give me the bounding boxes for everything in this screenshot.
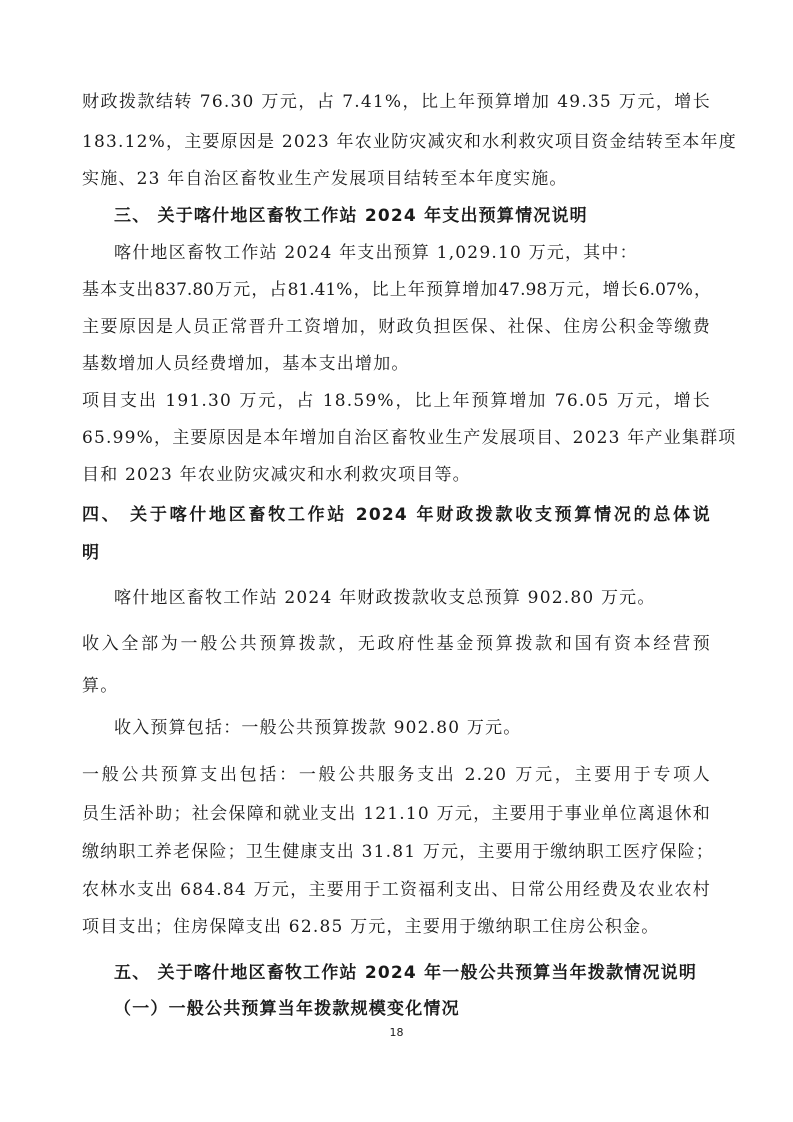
paragraph-line: 收入全部为一般公共预算拨款，无政府性基金预算拨款和国有资本经营预 bbox=[82, 634, 711, 654]
paragraph-line: 喀什地区畜牧工作站 2024 年支出预算 1,029.10 万元，其中： bbox=[114, 243, 638, 263]
paragraph-line: 项目支出；住房保障支出 62.85 万元，主要用于缴纳职工住房公积金。 bbox=[82, 917, 660, 937]
paragraph-line: 实施、23 年自治区畜牧业生产发展项目结转至本年度实施。 bbox=[82, 169, 568, 189]
paragraph-line: 183.12%，主要原因是 2023 年农业防灾减灾和水利救灾项目资金结转至本年度 bbox=[82, 132, 737, 152]
section-heading-3: 三、 关于喀什地区畜牧工作站 2024 年支出预算情况说明 bbox=[114, 206, 588, 226]
paragraph-line: 一般公共预算支出包括：一般公共服务支出 2.20 万元，主要用于专项人 bbox=[82, 765, 711, 785]
paragraph-line: 目和 2023 年农业防灾减灾和水利救灾项目等。 bbox=[82, 465, 471, 485]
paragraph-line: 算。 bbox=[82, 676, 119, 696]
section-heading-4: 四、 关于喀什地区畜牧工作站 2024 年财政拨款收支预算情况的总体说 bbox=[82, 505, 711, 525]
paragraph-line: 主要原因是人员正常晋升工资增加，财政负担医保、社保、住房公积金等缴费 bbox=[82, 317, 711, 337]
paragraph-line: 缴纳职工养老保险；卫生健康支出 31.81 万元，主要用于缴纳职工医疗保险； bbox=[82, 842, 715, 862]
page-number: 18 bbox=[389, 1026, 404, 1039]
paragraph-line: 农林水支出 684.84 万元，主要用于工资福利支出、日常公用经费及农业农村 bbox=[82, 880, 711, 900]
paragraph-line: 65.99%，主要原因是本年增加自治区畜牧业生产发展项目、2023 年产业集群项 bbox=[82, 428, 737, 448]
paragraph-line: 项目支出 191.30 万元，占 18.59%，比上年预算增加 76.05 万元，增长 bbox=[82, 391, 711, 411]
paragraph-line: 基本支出837.80万元，占81.41%，比上年预算增加47.98万元，增长6.07%， bbox=[82, 280, 711, 300]
paragraph-line: 收入预算包括：一般公共预算拨款 902.80 万元。 bbox=[114, 718, 522, 738]
paragraph-line: 员生活补助；社会保障和就业支出 121.10 万元，主要用于事业单位离退休和 bbox=[82, 804, 711, 824]
section-heading-4-cont: 明 bbox=[82, 543, 101, 563]
section-heading-5: 五、 关于喀什地区畜牧工作站 2024 年一般公共预算当年拨款情况说明 bbox=[114, 963, 698, 983]
paragraph-line: 基数增加人员经费增加，基本支出增加。 bbox=[82, 354, 410, 374]
paragraph-line: 喀什地区畜牧工作站 2024 年财政拨款收支总预算 902.80 万元。 bbox=[114, 588, 656, 608]
subsection-heading: （一）一般公共预算当年拨款规模变化情况 bbox=[114, 999, 460, 1019]
paragraph-line: 财政拨款结转 76.30 万元，占 7.41%，比上年预算增加 49.35 万元，增长 bbox=[82, 92, 711, 112]
